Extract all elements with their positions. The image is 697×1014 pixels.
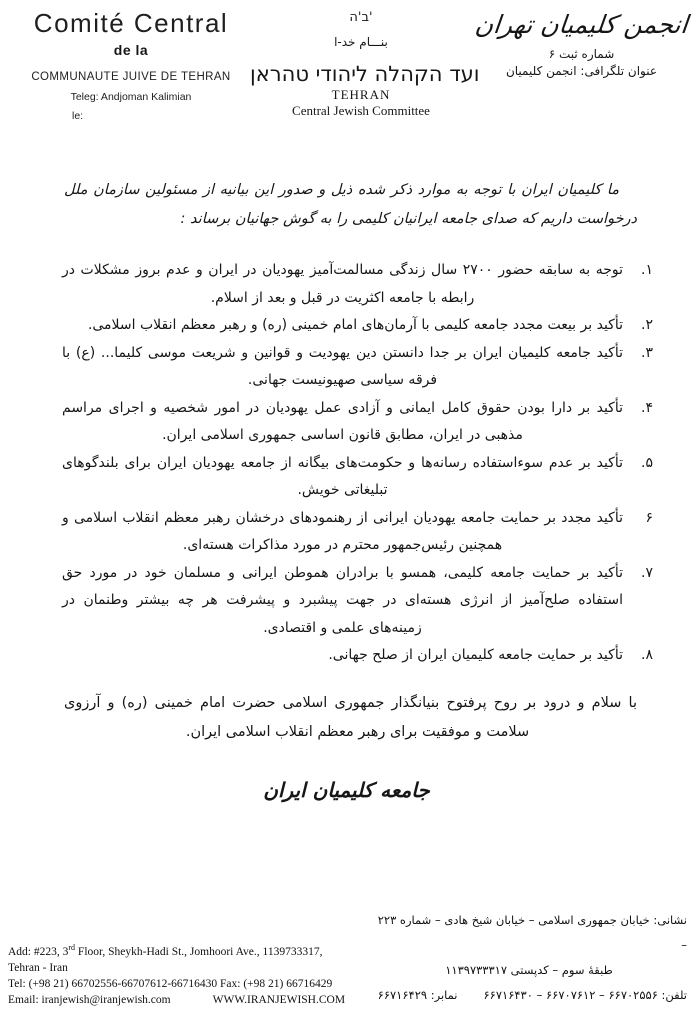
address-en-city: Tehran - Iran — [8, 962, 68, 974]
item-number: ۱. — [641, 262, 653, 278]
item-text: توجه به سابقه حضور ۲۷۰۰ سال زندگی مسالمت‌آمیز یهودیان در ایران و عدم بروز مشکلات در رابطه با جامعه اکثریت در قبل و بعد از اسلام. — [62, 262, 623, 306]
address-fa-line2: طبقهٔ سوم – کدپستی ۱۱۳۹۷۳۳۳۱۷ — [445, 963, 613, 977]
address-en-rest: Floor, Sheykh-Hadi St., Jomhoori Ave., 1139733317, — [75, 946, 323, 958]
letterhead-right — [472, 8, 691, 122]
org-title-fr: Comité Central — [33, 8, 229, 38]
committee-name-en: Central Jewish Committee — [292, 103, 430, 118]
list-item — [62, 642, 653, 670]
address-en — [8, 940, 360, 960]
date-label: le: — [72, 110, 84, 122]
address-en-text: Add: #223, 3 — [8, 946, 69, 958]
fax-fa: نمابر: ۶۶۷۱۶۴۲۹ — [377, 988, 458, 1002]
telegraph-line-fa: عنوان تلگرافی: انجمن کلیمیان — [505, 64, 658, 78]
in-the-name-of-god: بنـــام خد-ا — [334, 35, 388, 49]
footer-fa — [371, 908, 687, 1008]
city-name: TEHRAN — [331, 87, 391, 102]
address-fa-line1: نشانی: خیابان جمهوری اسلامی – خیابان شیخ هادی – شماره ۲۲۳ – — [377, 913, 687, 952]
hebrew-org-title: ועד הקהלה ליהודי טהראן — [250, 62, 480, 86]
item-text: تأکید بر عدم سوءاستفاده رسانه‌ها و حکومت‌های بیگانه از جامعه یهودیان ایران برای بلندگوهای تبلیغاتی خویش. — [62, 454, 623, 498]
intro-paragraph: ما کلیمیان ایران با توجه به موارد ذکر شده ذیل و صدور این بیانیه از مسئولین سازمان ملل درخواست داریم که صدای جامعه ایرانیان کلیمی را به گوش جهانیان برساند : — [64, 182, 637, 227]
item-number: ۴. — [641, 399, 653, 416]
item-text: تأکید جامعه کلیمیان ایران بر جدا دانستن دین یهودیت و قوانین و شریعت موسی کلیما... (ع) با فرقه سیاسی صهیونیست جهانی. — [62, 344, 623, 388]
tel-fax-en: Tel: (+98 21) 66702556-66707612-66716430 Fax: (+98 21) 66716429 — [8, 978, 333, 990]
item-number: ۵. — [641, 454, 653, 471]
item-number: ۷. — [641, 564, 653, 581]
org-calligraphy-fa: انجمن کلیمیان تهران — [473, 10, 690, 39]
closing-paragraph: با سلام و درود بر روح پرفتوح بنیانگذار جمهوری اسلامی حضرت امام خمینی (ره) و آرزوی سلامت و موفقیت برای رهبر معظم انقلاب اسلامی ایران. — [64, 694, 637, 740]
page-footer — [8, 908, 687, 1008]
list-item — [62, 505, 653, 560]
item-text: تأکید مجدد بر حمایت جامعه یهودیان ایرانی از رهنمودهای درخشان رهبر معظم انقلاب اسلامی و همچنین رئیس‌جمهور محترم در مورد مذاکرات هسته‌ای. — [62, 509, 623, 553]
list-item — [62, 257, 653, 312]
hebrew-abbreviation: ב'ה' — [349, 10, 373, 25]
letterhead — [0, 0, 697, 122]
website-url: WWW.IRANJEWISH.COM — [212, 994, 346, 1006]
item-text: تأکید بر حمایت جامعه کلیمی، همسو با برادران هموطن ایرانی و مسلمان خود در مورد حق استفاده صلح‌آمیز از انرژی هسته‌ای در جهت پیشبرد و پیشرفت هر چه بیشتر وطنمان در زمینه‌های علمی و اقتصادی. — [62, 564, 623, 636]
org-subtitle-fr: de la — [113, 42, 149, 58]
item-number: ۳. — [641, 344, 653, 361]
statement-list — [62, 257, 653, 670]
telegraph-line-fr: Teleg: Andjoman Kalimian — [70, 91, 192, 103]
address-ordinal-sup: rd — [68, 943, 76, 953]
statement-body — [0, 176, 697, 802]
item-text: تأکید بر بیعت مجدد جامعه کلیمی با آرمان‌های امام خمینی (ره) و رهبر معظم انقلاب اسلامی. — [87, 317, 623, 333]
registration-number: شماره ثبت ۶ — [548, 47, 615, 61]
org-name-fr: COMMUNAUTE JUIVE DE TEHRAN — [31, 71, 231, 83]
signature: جامعه کلیمیان ایران — [263, 777, 430, 802]
tel-fax-fa — [371, 983, 687, 1008]
list-item — [62, 450, 653, 505]
list-item — [62, 395, 653, 450]
item-number: ۲. — [641, 317, 653, 333]
letterhead-left — [12, 8, 250, 122]
item-text: تأکید بر حمایت جامعه کلیمیان ایران از صلح جهانی. — [328, 647, 623, 663]
tel-fa: تلفن: ۶۶۷۰۲۵۵۶ – ۶۶۷۰۷۶۱۲ – ۶۶۷۱۶۴۳۰ — [483, 988, 687, 1002]
email-address: Email: iranjewish@iranjewish.com — [8, 994, 171, 1006]
list-item — [62, 560, 653, 643]
item-number: ۶ — [645, 509, 653, 526]
email-website-row — [8, 992, 360, 1008]
item-number: ۸. — [641, 647, 653, 663]
letterhead-center — [250, 8, 480, 122]
list-item — [62, 340, 653, 395]
list-item — [62, 312, 653, 340]
item-text: تأکید بر دارا بودن حقوق کامل ایمانی و آزادی عمل یهودیان در امور شخصیه و اجرای مراسم مذهبی در ایران، مطابق قانون اساسی جمهوری اسلامی ایران. — [62, 399, 623, 443]
footer-en — [8, 940, 360, 1008]
